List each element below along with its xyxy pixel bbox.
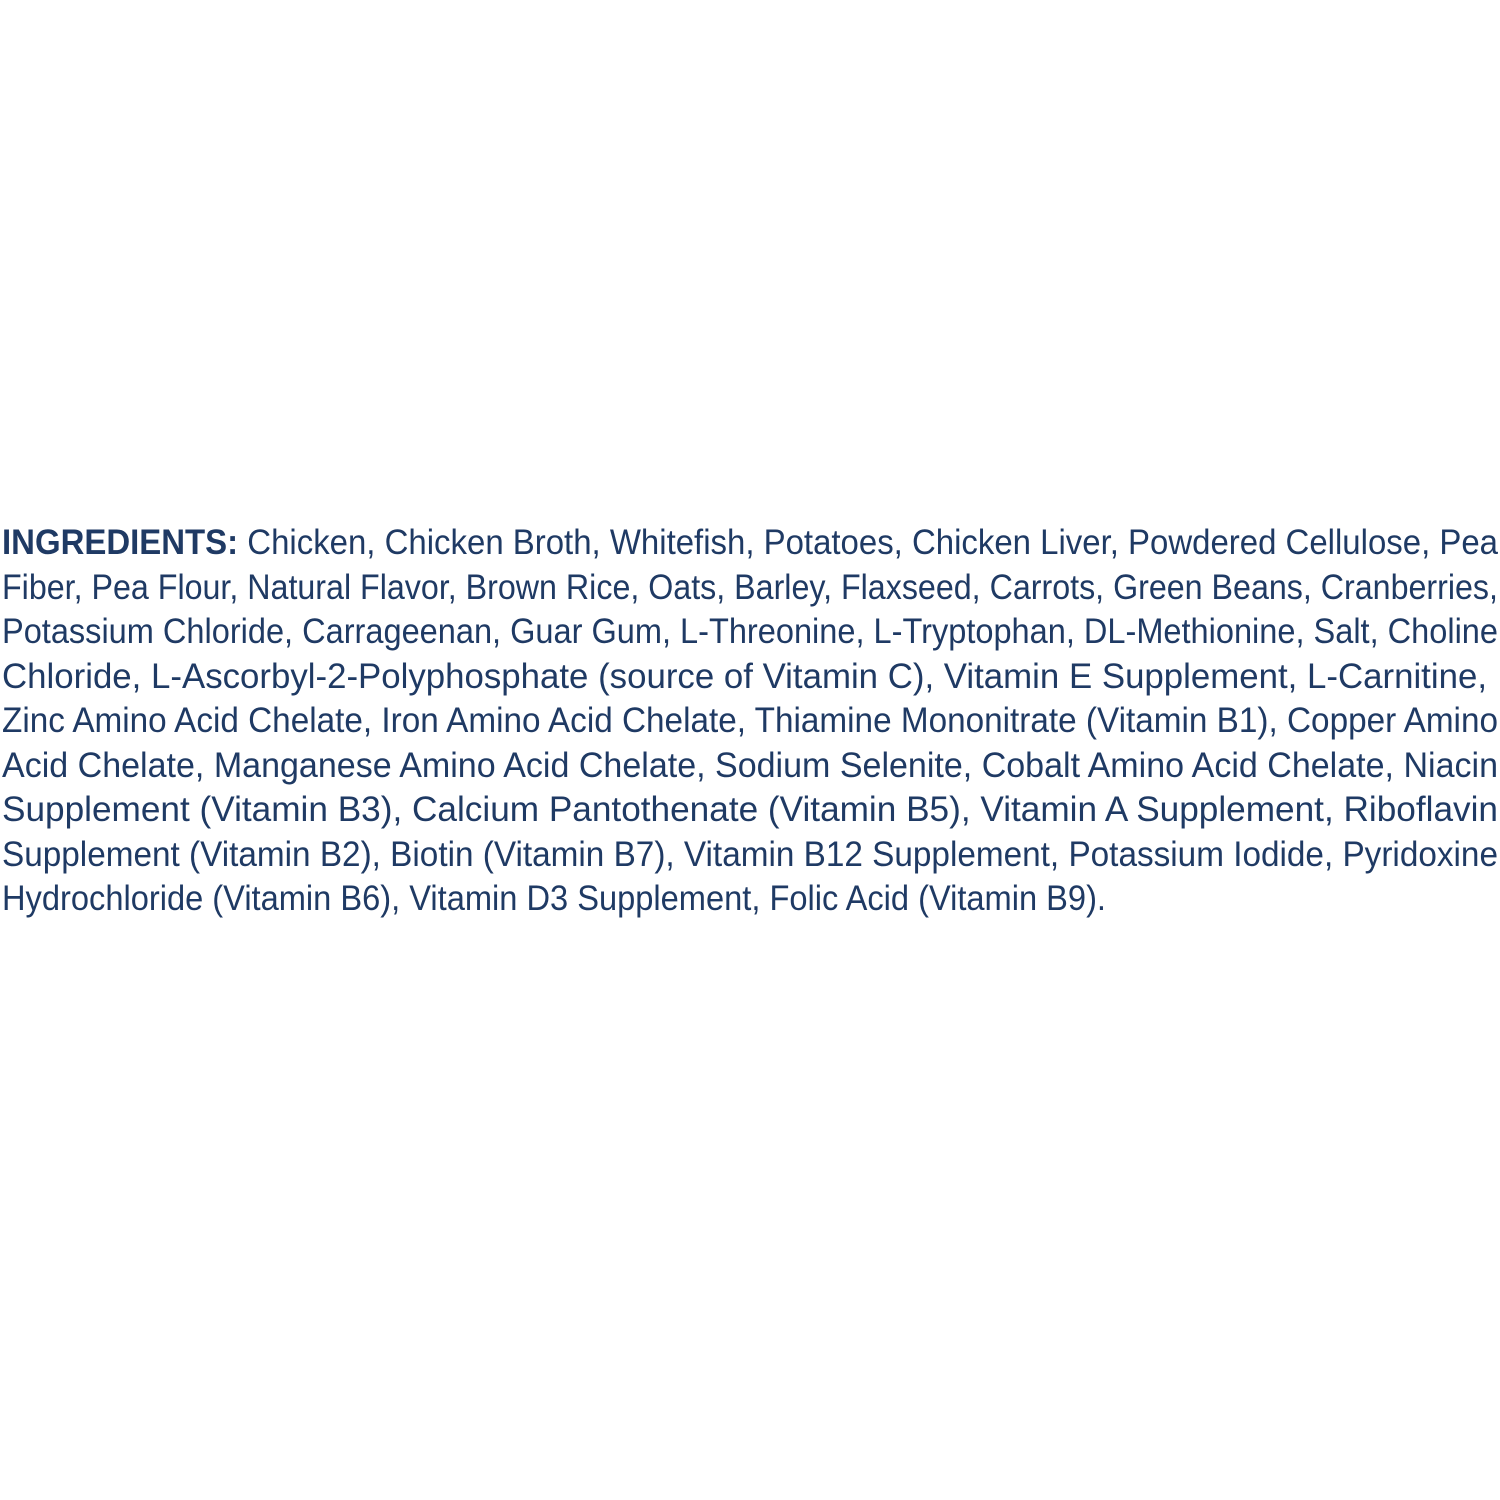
ingredients-line: Potassium Chloride, Carrageenan, Guar Gum, L-Threonine, L-Tryptophan, DL-Methionine, Salt, Choline — [2, 612, 1498, 651]
ingredients-line: Fiber, Pea Flour, Natural Flavor, Brown Rice, Oats, Barley, Flaxseed, Carrots, Green Beans, Cranberries, — [2, 567, 1498, 607]
ingredients-line — [2, 521, 1498, 566]
ingredients-text: Chicken, Chicken Broth, Whitefish, Potatoes, Chicken Liver, Powdered Cellulose, Pea — [238, 523, 1498, 562]
ingredients-line: Supplement (Vitamin B2), Biotin (Vitamin B7), Vitamin B12 Supplement, Potassium Iodide, Pyridoxine — [2, 834, 1498, 874]
ingredients-line: Acid Chelate, Manganese Amino Acid Chelate, Sodium Selenite, Cobalt Amino Acid Chelate, Niacin — [2, 745, 1498, 785]
ingredients-line: Hydrochloride (Vitamin B6), Vitamin D3 Supplement, Folic Acid (Vitamin B9). — [2, 879, 1106, 918]
ingredients-line: Supplement (Vitamin B3), Calcium Pantothenate (Vitamin B5), Vitamin A Supplement, Riboflavin — [2, 790, 1498, 829]
ingredients-line: Chloride, L-Ascorbyl-2-Polyphosphate (source of Vitamin C), Vitamin E Supplement, L-Carnitine, — [2, 656, 1487, 696]
ingredients-heading: INGREDIENTS: — [2, 523, 239, 562]
ingredients-panel — [2, 521, 1498, 922]
ingredients-line: Zinc Amino Acid Chelate, Iron Amino Acid Chelate, Thiamine Mononitrate (Vitamin B1), Copper Amino — [2, 701, 1498, 740]
